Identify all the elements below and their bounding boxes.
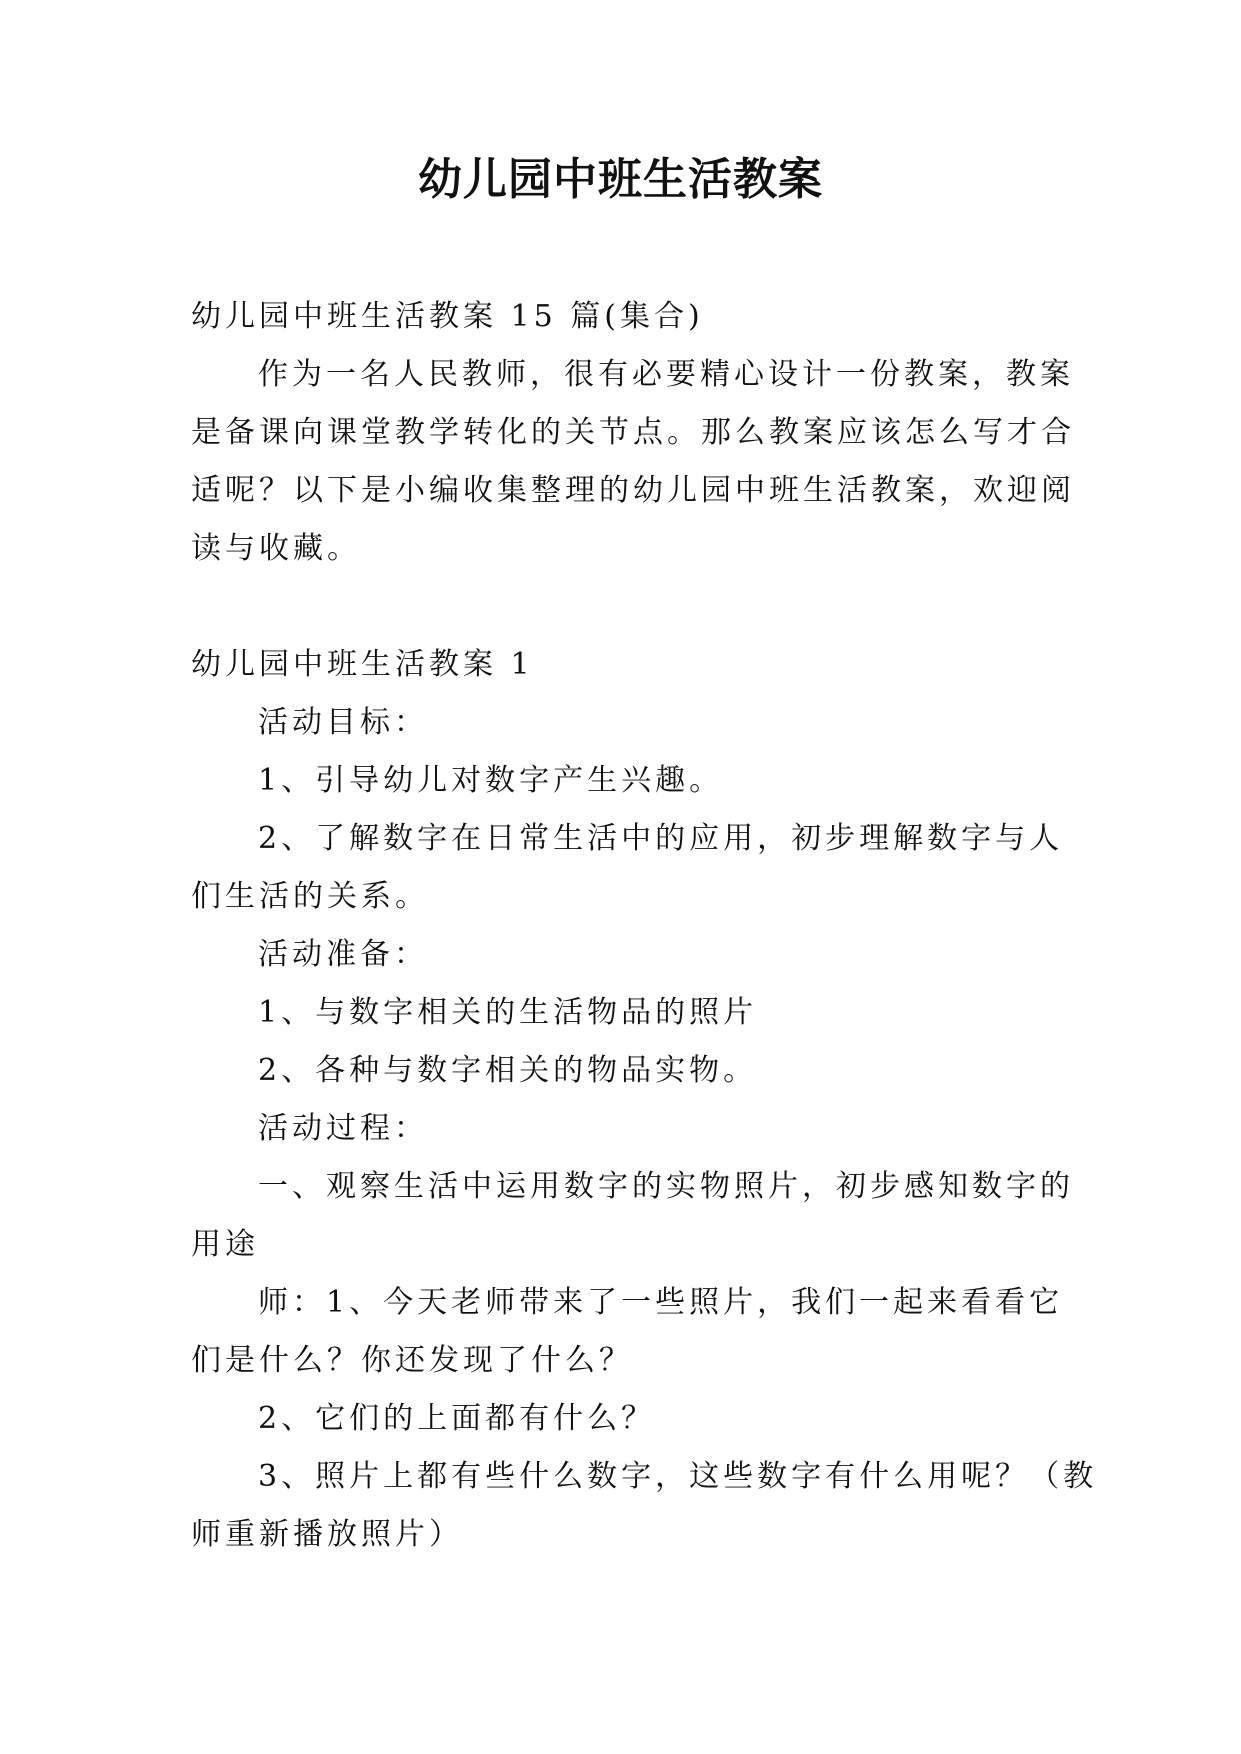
body-line: 3、照片上都有些什么数字，这些数字有什么用呢？（教 [258,1459,1098,1494]
intro-paragraph-line: 读与收藏。 [191,531,361,566]
body-line: 们是什么？你还发现了什么？ [191,1343,633,1378]
activity-goals-heading: 活动目标： [258,705,428,740]
intro-paragraph-line: 作为一名人民教师，很有必要精心设计一份教案，教案 [258,357,1074,392]
body-line: 师：1、今天老师带来了一些照片，我们一起来看看它 [258,1285,1064,1320]
body-line: 1、引导幼儿对数字产生兴趣。 [258,763,724,798]
intro-paragraph-line: 适呢？以下是小编收集整理的幼儿园中班生活教案，欢迎阅 [191,473,1075,508]
body-line: 2、它们的上面都有什么？ [258,1401,656,1436]
body-line: 们生活的关系。 [191,879,429,914]
body-line: 2、各种与数字相关的物品实物。 [258,1053,758,1088]
body-line: 一、观察生活中运用数字的实物照片，初步感知数字的 [258,1169,1074,1204]
document-title: 幼儿园中班生活教案 [418,154,823,205]
body-line: 2、了解数字在日常生活中的应用，初步理解数字与人 [258,821,1064,856]
body-line: 用途 [191,1227,259,1262]
body-line: 师重新播放照片） [191,1517,463,1552]
activity-prep-heading: 活动准备： [258,937,428,972]
subtitle-line: 幼儿园中班生活教案 15 篇(集合) [191,299,704,334]
intro-paragraph-line: 是备课向课堂教学转化的关节点。那么教案应该怎么写才合 [191,415,1075,450]
section-heading: 幼儿园中班生活教案 1 [191,647,534,682]
activity-process-heading: 活动过程： [258,1111,428,1146]
body-line: 1、与数字相关的生活物品的照片 [258,995,758,1030]
